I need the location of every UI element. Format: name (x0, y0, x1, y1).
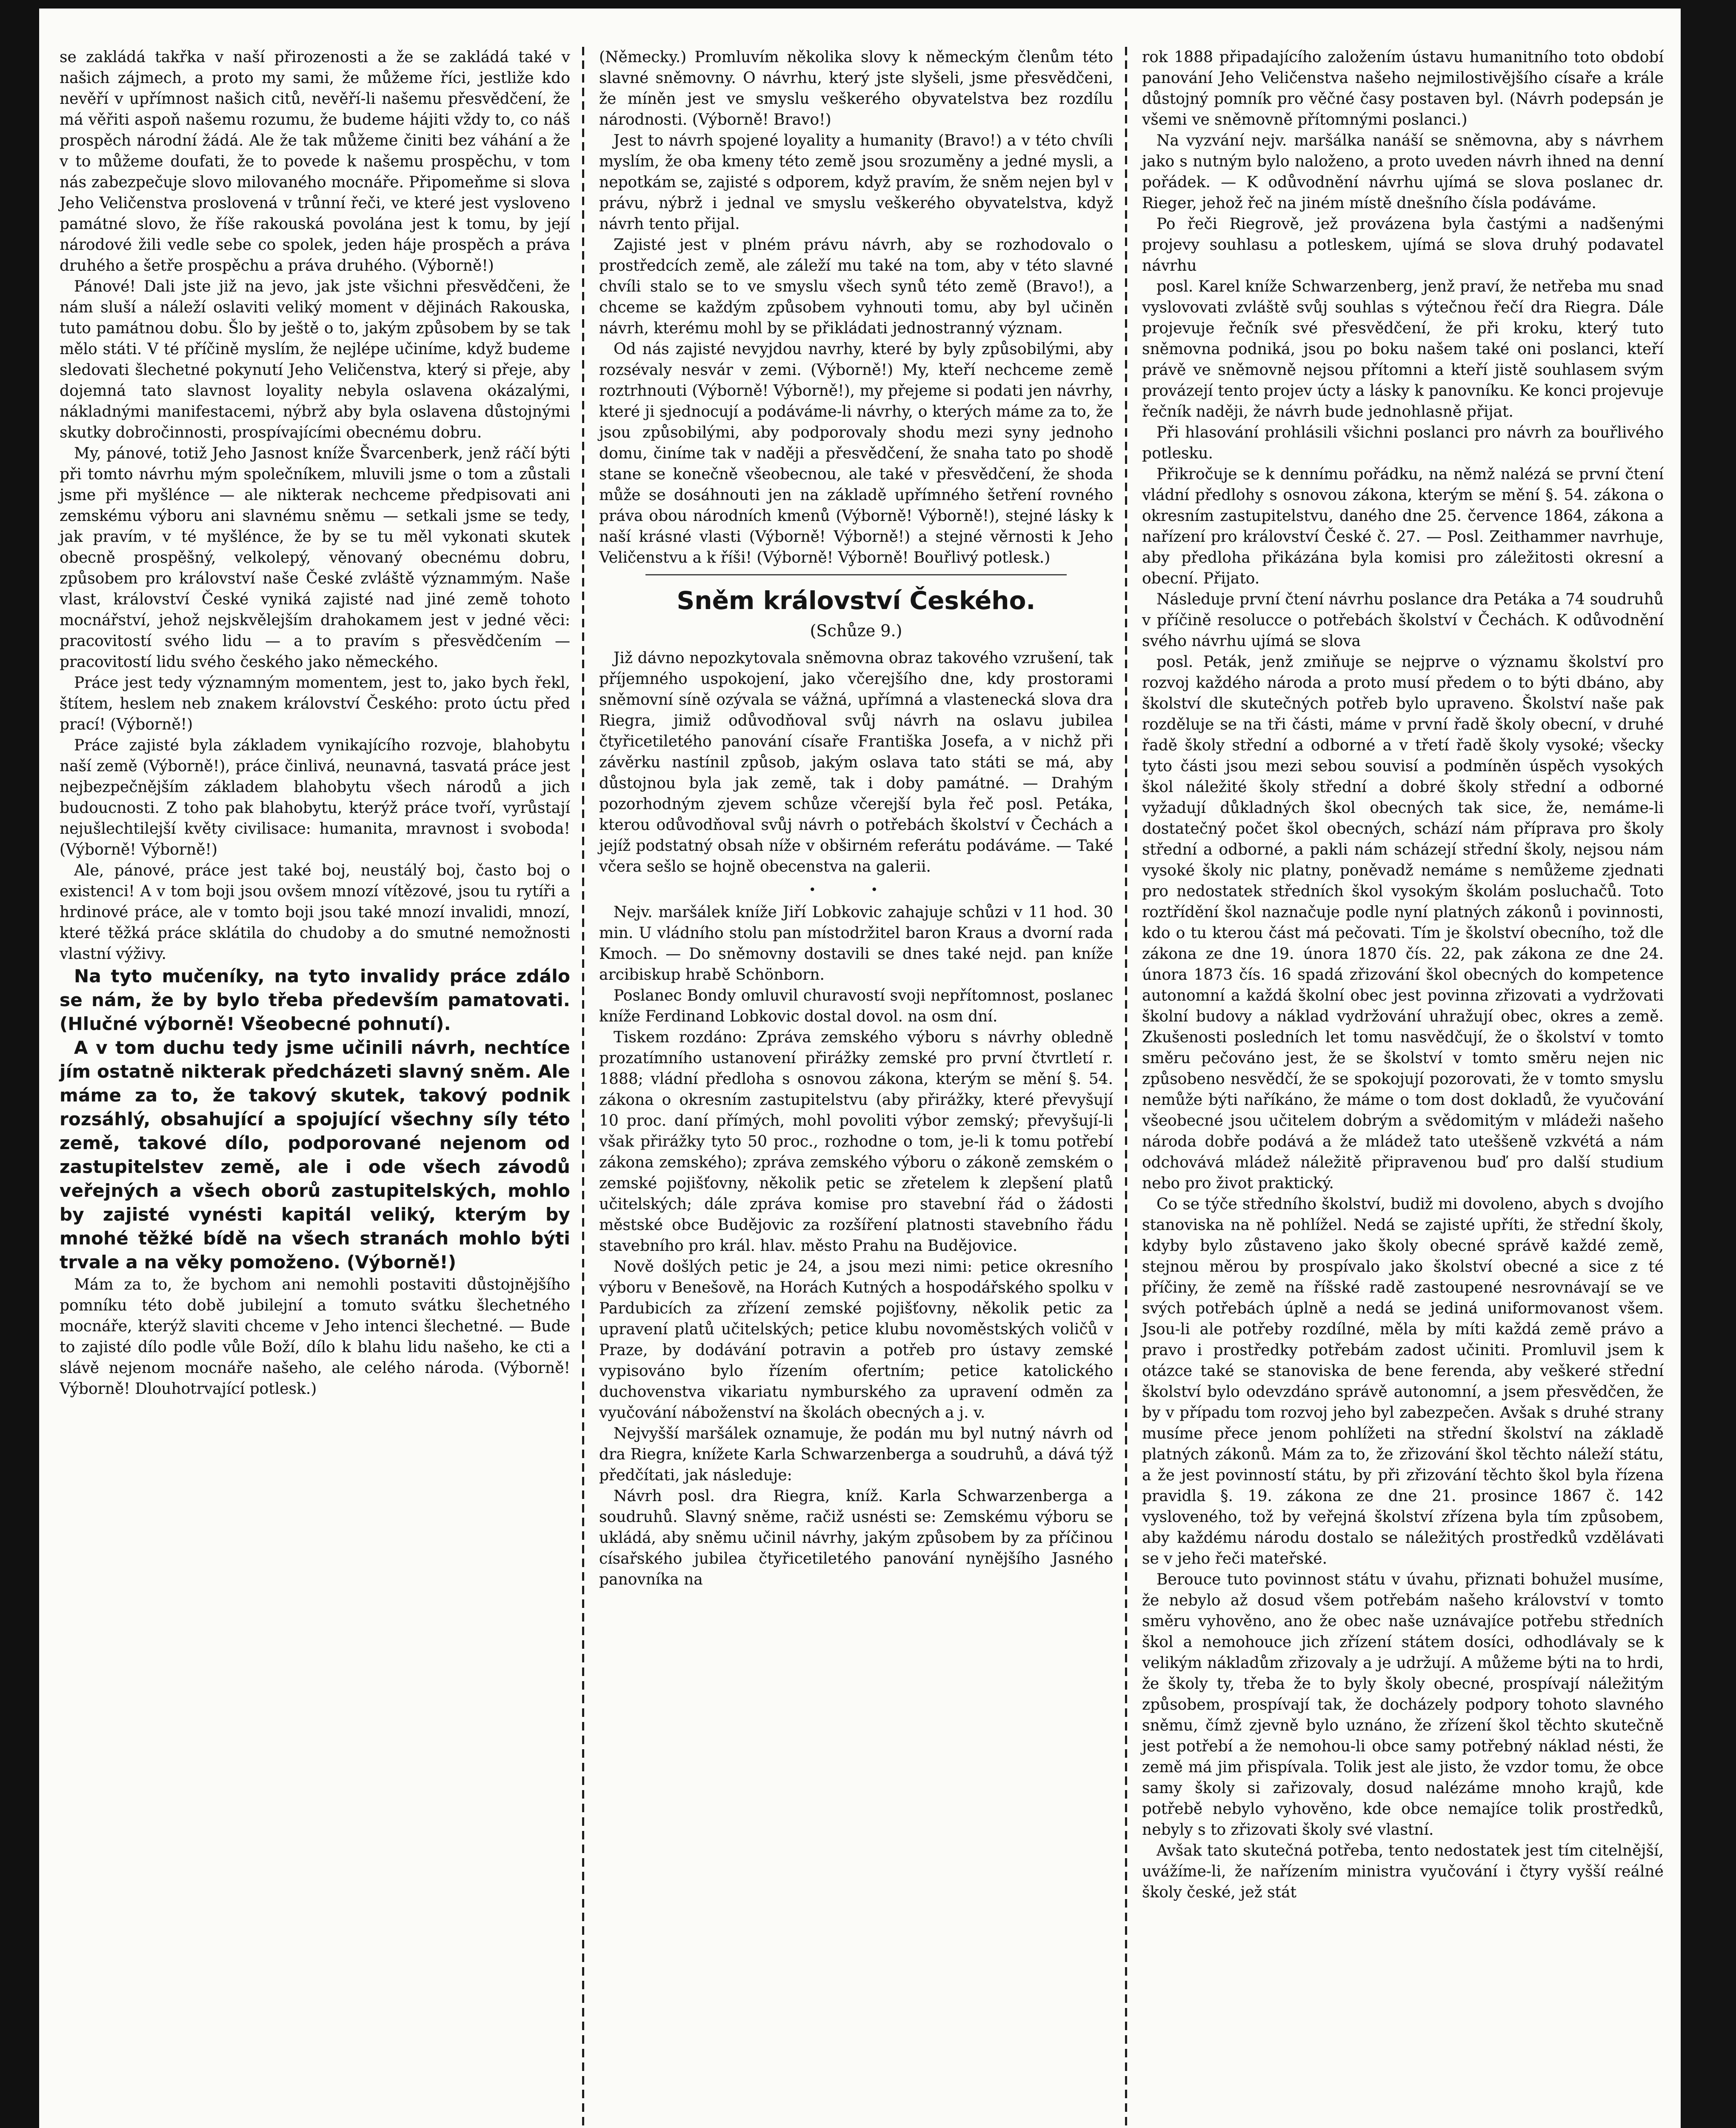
column-right (1134, 47, 1672, 2128)
column-left (51, 47, 579, 2128)
middle-paragraph-3: Zajisté jest v plném právu návrh, aby se rozhodovalo o prostředcích země, ale záleží mu také na tom, aby v této slavné chvíli stalo se to ve smyslu všech synů této země (Bravo!), a chceme se každým způsobem vyhnouti tomu, aby byl učiněn návrh, kterému mohl by se přikládati jednostranný význam. (599, 236, 1113, 337)
column-divider-right (1125, 47, 1127, 2128)
left-paragraph-2: Pánové! Dali jste již na jevo, jak jste všichni přesvědčeni, že nám sluší a náleží oslaviti veliký moment v dějinách Rakouska, tuto památnou dobu. Šlo by ještě o to, jakým způsobem by se tak mělo státi. V té příčině myslím, že nejlépe učiníme, když budeme sledovati šlechetné pokynutí Jeho Veličenstva, který si přeje, aby dojemná tato slavnost loyality nebyla oslavena okázalými, nákladnými manifestacemi, nýbrž aby byla oslavena důstojnými skutky dobročinnosti, prospívajícími obecnému dobru. (60, 278, 570, 441)
right-paragraph-10: Beroucе tuto povinnost státu v úvahu, přiznati bohužel musíme, že nebylo až dosud všem potřebám našeho království v tomto směru vyhověno, ano že obec naše uznávajíce potřebu středních škol a nemohouce jich zřízení státem dosíci, odhodlávaly se k velikým nákladům zřizovaly a je udržují. A můžeme býti na to hrdi, že školy ty, třeba že to byly školy obecné, prospívají náležitým způsobem, prospívají tak, že docházely podpory tohoto slavného sněmu, čímž zjevně bylo uznáno, že zřízení škol těchto skutečně jest potřebí a že nemohou-li obce samy potřebný náklad nésti, že země má jim přispívala. Tolik jest ale jisto, že vzdor tomu, že obce samy školy si zařizovaly, dosud nalézáme mnoho krajů, kde potřebě nebylo vyhověno, kde obce nemajíce tolik prostředků, nebyly s to zřizovati školy své vlastní. (1142, 1571, 1664, 1839)
right-paragraph-9: Co se týče středního školství, budiž mi dovoleno, abych s dvojího stanoviska na ně pohlížel. Nedá se zajisté upříti, že střední školy, kdyby bylo zůstaveno jako školy obecné správě každé země, stejnou měrou by prospívalo jako školství obecné a sice z té příčiny, že země na říšské radě zastoupené nesrovnávají se ve svých potřebách úplně a nedá se jediná uniformovanost všem. Jsou-li ale potřeby rozdílné, měla by míti každá země právo a pravo i prostředky potřebám zadost učiniti. Promluvil jsem k otázce také se stanoviska de bene ferenda, aby veškeré střední školství bylo odevzdáno správě autonomní, a jsem přesvědčen, že by v případu tom rozvoj jeho byl zabezpečen. Avšak s druhé strany musíme přece jenom pohlížeti na střední školství na základě platných zákonů. Mám za to, že zřizování škol těchto náleží státu, a že jest povinností státu, by při zřizování těchto škol byla řízena pravidla §. 19. zákona ze dne 21. prosince 1867 č. 142 vysloveného, tož by veřejná školství zřízena byla tím způsobem, aby každému národu dostalo se náležitých prostředků vzdělávati se v jeho řeči mateřské. (1142, 1196, 1664, 1567)
left-paragraph-5: Práce zajisté byla základem vynikajícího rozvoje, blahobytu naší země (Výborně!), práce činlivá, neunavná, tasvatá práce jest nejbezpečnějším základem blahobytu všech národů a jich budoucnosti. Z toho pak blahobytu, kterýž práce tvoří, vyrůstají nejušlechtilejší květy civilisace: humanita, mravnost i svoboda! (Výborně! Výborně!) (60, 737, 570, 858)
right-paragraph-6: Přikročuje se k dennímu pořádku, na němž nalézá se první čtení vládní předlohy s osnovou zákona, kterým se mění §. 54. zákona o okresním zastupitelstvu, daného dne 25. července 1864, zákona a nařízení pro království České č. 27. — Posl. Zeithammer navrhuje, aby předloha přikázána byla komisi pro záležitosti okresní a obecní. Přijato. (1142, 466, 1664, 587)
middle-paragraph-7: Poslanec Bondy omluvil churavostí svoji nepřítomnost, poslanec kníže Ferdinand Lobkovic dostal dovol. na osm dní. (599, 987, 1113, 1025)
scan-left-border (0, 0, 39, 2128)
middle-paragraph-6: Nejv. maršálek kníže Jiří Lobkovic zahajuje schůzi v 11 hod. 30 min. U vládního stolu pan místodržitel baron Kraus a dvorní rada Kmoch. — Do sněmovny dostavili se dnes také nejd. pan kníže arcibiskup hrabě Schönborn. (599, 904, 1113, 984)
right-paragraph-11: Avšak tato skutečná potřeba, tento nedostatek jest tím citelnější, uvážíme-li, že nařízením ministra vyučování i čtyry vyšší reálné školy české, jež stát (1142, 1842, 1664, 1901)
right-paragraph-8: posl. Peták, jenž zmiňuje se nejprve o významu školství pro rozvoj každého národa a proto musí předem o to býti dbáno, aby školství dle skutečných potřeb bylo upraveno. Školství naše pak rozděluje se na tři části, máme v první řadě školy obecní, v druhé řadě školy střední a odborné a v třetí řadě školy vysoké; všecky tyto části jsou mezi sebou souvisí a podmíněn úspěch vysokých škol náležité školy střední a dobré školy střední a odborné vyžadují důkladných škol obecných tak sice, že, nemáme-li dostatečný počet škol obecných, schází nám příprava pro školy střední a odborné, a pakli nám scházejí střední školy, nejsou nám vysoké školy nic platny, poněvadž nemáme s nemůžeme zjednati pro nedostatek středních škol vysokým školám posluchačů. Toto roztřídění škol naznačuje podle nyní platných zákonů i povinnosti, kdo o tu kterou část má pečovati. Tím je školství obecního, tož dle zákona ze dne 19. února 1870 čís. 22, pak zákona ze dne 24. února 1873 čís. 16 spadá zřizování škol obecných do kompetence autonomní a každá školní obec jest povinna zřizovati a vydržovati školní budovy a náklad vydržování uhražují obec, okres a země. Zkušenosti posledních let tomu nasvědčují, že o školství v tomto směru pečováno jest, že se školství v tomto směru nejen nic způsobeno nesvědčí, že se spokojují pozorovati, že v tomto smyslu nemůže býti naříkáno, že máme o tom dost dokladů, že vyučování všeobecné jsou učitelem dobrým a svědomitým v mládeži našeho národa dobře podává a že mládež tato uteššeně vzkvétá a nám odchovává mládež náležitě připravenou buď pro další studium nebo pro život praktický. (1142, 653, 1664, 1192)
middle-paragraph-4: Od nás zajisté nevyjdou navrhy, které by byly způsobilými, aby rozsévaly nesvár v zemi. (Výborně!) My, kteří nechceme země roztrhnouti (Výborně! Výborně!), my přejeme si podati jen návrhy, které ji sjednocují a podáváme-li návrhy, o kterých máme za to, že jsou způsobilými, aby podporovaly shodu mezi syny jednoho domu, činíme tak v naději a přesvědčení, že snaha tato po shodě stane se konečně všeobecnou, ale také v přesvědčení, že shoda může se dosáhnouti jen na základě upřímného šetření rovného práva obou národních kmenů (Výborně! Výborně!), stejné lásky k naší krásné vlasti (Výborně! Výborně!) a stejné věrnosti k Jeho Veličenstvu a k říši! (Výborně! Výborně! Bouřlivý potlesk.) (599, 340, 1113, 566)
middle-paragraph-5: Již dávno nepozkytovala sněmovna obraz takového vzrušení, tak příjemného uspokojení, jako včerejšího dne, kdy prostorami sněmovní síně ozývala se vážná, upřímná a vlastenecká slova dra Riegra, jimiž odůvodňoval svůj návrh na oslavu jubilea čtyřicetiletého panování císaře Františka Josefa, a v nichž při závěrku nastínil způsob, jakým oslava tato státi se má, aby důstojnou byla jak země, tak i doby památné. — Drahým pozorhodným zjevem schůze včerejší byla řeč posl. Petáka, kterou odůvodňoval svůj návrh o potřebách školství v Čechách a jejíž podstatný obsah níže v obširném referátu podáváme. — Také včera sešlo se hojně obecenstva na galerii. (599, 649, 1113, 875)
scan-right-border (1681, 0, 1736, 2128)
middle-paragraph-2: Jest to návrh spojené loyality a humanity (Bravo!) a v této chvíli myslím, že oba kmeny této země jsou srozuměny a jedné mysli, a nepotkám se, zajisté s odporem, když pravím, že sněm nejen byl v právu, nýbrž i jednal ve smyslu veškerého obyvatelstva, když návrh tento přijal. (599, 132, 1113, 233)
left-paragraph-3: My, pánové, totiž Jeho Jasnost kníže Švarcenberk, jenž ráčí býti při tomto návrhu mým společníkem, mluvili jsme o tom a zůstali jsme při myšlénce — ale nikterak nechceme předpisovati ani zemskému výboru ani slavnému sněmu — setkali jsme se tedy, jak pravím, v té myšlénce, že by se tu měl vykonati skutek obecně prospěšný, velkolepý, věnovaný obecnému dobru, způsobem pro království naše České zvláště význammým. Naše vlast, království České vyniká zajisté nad jiné země tohoto mocnářství, jehož nejskvělejším drahokamem jest v jedné věci: pracovitostí svého lidu — a to pravím s přesvědčením — pracovitostí lidu svého českého jako německého. (60, 445, 570, 671)
middle-paragraph-10: Nejvyšší maršálek oznamuje, že podán mu byl nutný návrh od dra Riegra, knížete Karla Schwarzenberga a soudruhů, a dává týž předčítati, jak následuje: (599, 1425, 1113, 1484)
left-paragraph-8: A v tom duchu tedy jsme učinili návrh, nechtíce jím ostatně nikterak předcházeti slavný sněm. Ale máme za to, že takový skutek, takový podnik rozsáhlý, obsahující a spojující všechny síly této země, takové dílo, podporované nejenom od zastupitelstev země, ale i ode všech závodů veřejných a všech oborů zastupitelských, mohlo by zajisté vynésti kapitál veliký, kterým by mnohé těžké bídě na všech stranách mohlo býti trvale a na věky pomoženo. (Výborně!) (60, 1037, 570, 1273)
section-title: Sněm království Českého. (677, 586, 1036, 615)
column-divider-left (582, 47, 584, 2128)
right-paragraph-1: rok 1888 připadajícího založením ústavu humanitního toto období panování Jeho Veličenstva našeho nejmilostivějšího císaře a krále důstojný pomník pro věčné časy postaven byl. (Návrh podepsán je všemi ve sněmovně přítomnými poslanci.) (1142, 49, 1664, 129)
right-paragraph-5: Při hlasování prohlásili všichni poslanci pro návrh za bouřlivého potlesku. (1142, 424, 1664, 462)
session-label: (Schůze 9.) (810, 621, 902, 640)
middle-paragraph-1: (Německy.) Promluvím několika slovy k německým členům této slavné sněmovny. O návrhu, který jste slyšeli, jsme přesvědčeni, že míněn jest ve smyslu veškerého obyvatelstva bez rozdílu národnosti. (Výborně! Bravo!) (599, 49, 1113, 129)
middle-paragraph-9: Nově došlých petic je 24, a jsou mezi nimi: petice okresního výboru v Benešově, na Horách Kutných a hospodářského spolku v Pardubicích za zřízení zemské pojišťovny, několik petic za upravení platů učitelských; petice klubu novoměstských voličů v Praze, by dodávání potravin a potřeb pro ústavy zemské vypisováno bylo řízením ofertním; petice katolického duchovenstva vikariatu nymburského za upravení odměn za vyučování náboženství na školách obecných a j. v. (599, 1258, 1113, 1422)
middle-paragraph-8: Tiskem rozdáno: Zpráva zemského výboru s návrhy obledně prozatímního ustanovení přirážky zemské pro první čtvrtletí r. 1888; vládní předloha s osnovou zákona, kterým se mění §. 54. zákona o okresním zastupitelstvu (aby přirážky, které převyšují 10 proc. daní přímých, mohl povoliti výbor zemský; převyšují-li však přirážky tyto 50 proc., rozhodne o tom, je-li k tomu potřebí zákona zemského); zpráva zemského výboru o zákoně zemském o zemské pojišťovny, několik petic se zřetelem k zlepšení platů učitelských; dále zpráva komise pro stavební řád o žádosti městské obce Budějovic za rozšíření platnosti stavebního řádu stavebního pro král. hlav. město Prahu na Budějovice. (599, 1029, 1113, 1255)
scan-top-border (0, 0, 1736, 9)
right-paragraph-4: posl. Karel kníže Schwarzenberg, jenž praví, že netřeba mu snad vyslovovati zvláště svůj souhlas s výtečnou řečí dra Riegra. Dále projevuje řečník své přesvědčení, že při kroku, který tuto sněmovna podniká, jsou po boku našem také oni poslanci, kteří právě ve sněmovně nejsou přítomni a kteří jistě souhlasem svým provázejí tento projev úcty a lásky k panovníku. Ke konci projevuje řečník naději, že návrh bude jednohlasně přijat. (1142, 278, 1664, 420)
right-paragraph-2: Na vyzvání nejv. maršálka nanáší se sněmovna, aby s návrhem jako s nutným bylo naloženo, a proto uveden návrh ihned na denní pořádek. — K odůvodnění návrhu ujímá se slova poslanec dr. Rieger, jehož řeč na jiném místě dnešního čísla podáváme. (1142, 132, 1664, 212)
left-paragraph-4: Práce jest tedy významným momentem, jest to, jako bych řekl, štítem, heslem neb znakem království Českého: proto úctu před prací! (Výborně!) (60, 674, 570, 733)
column-middle (591, 47, 1122, 2128)
middle-paragraph-11: Návrh posl. dra Riegra, kníž. Karla Schwarzenberga a soudruhů. Slavný sněme, račiž usnésti se: Zemskému výboru se ukládá, aby sněmu učinil návrhy, jakým způsobem by za příčinou císařského jubilea čtyřicetiletého panování nynějšího Jasného panovníka na (599, 1487, 1113, 1588)
right-paragraph-3: Po řeči Riegrově, jež provázena byla častými a nadšenými projevy souhlasu a potleskem, ujímá se slova druhý podavatel návrhu (1142, 215, 1664, 275)
left-paragraph-7: Na tyto mučeníky, na tyto invalidy práce zdálo se nám, že by bylo třeba především pamatovati. (Hlučné výborně! Všeobecné pohnutí). (60, 966, 570, 1034)
left-paragraph-9: Mám za to, že bychom ani nemohli postaviti důstojnějšího pomníku této době jubilejní a tomuto svátku šlechetného mocnáře, kterýž slaviti chceme v Jeho intenci šlechetné. — Bude to zajisté dílo podle vůle Boží, dílo k blahu lidu našeho, ke cti a slávě nejenom mocnáře našeho, ale celého národa. (Výborně! Výborně! Dlouhotrvající potlesk.) (60, 1276, 570, 1398)
left-paragraph-1: se zakládá takřka v naší přirozenosti a že se zakládá také v našich zájmech, a proto my sami, že můžeme říci, jestliže kdo nevěří v upřímnost našich citů, nevěří-li našemu přesvědčení, že má věřiti aspoň našemu rozumu, že budeme hájiti vždy to, co náš prospěch národní žádá. Ale že tak můžeme činiti bez váhání a že v to můžeme doufati, že to povede k našemu prospěchu, v tom nás zabezpečuje slovo milovaného mocnáře. Připomeňme si slova Jeho Veličenstva proslovená v trůnní řeči, ve které jest vysloveno památné slovo, že říše rakouská povolána jest k tomu, by její národové žili vedle sebe co spolek, jeden háje prospěch a práva druhého a šetře prospěchu a práva druhého. (Výborně!) (60, 49, 570, 275)
left-paragraph-6: Ale, pánové, práce jest také boj, neustálý boj, často boj o existenci! A v tom boji jsou ovšem mnozí vítězové, jsou tu rytíři a hrdinové práce, ale v tomto boji jsou také mnozí invalidi, mnozí, které těžká práce sklátila do chudoby a do smutné nemožnosti vlastní výživy. (60, 862, 570, 963)
page-content (51, 47, 1672, 2128)
section-separator (645, 574, 1067, 575)
ornament-separator: • • (809, 883, 903, 897)
right-paragraph-7: Následuje první čtení návrhu poslance dra Petáka a 74 soudruhů v příčině resolucce o potřebách školství v Čechách. K odůvodnění svého návrhu ujímá se slova (1142, 591, 1664, 650)
